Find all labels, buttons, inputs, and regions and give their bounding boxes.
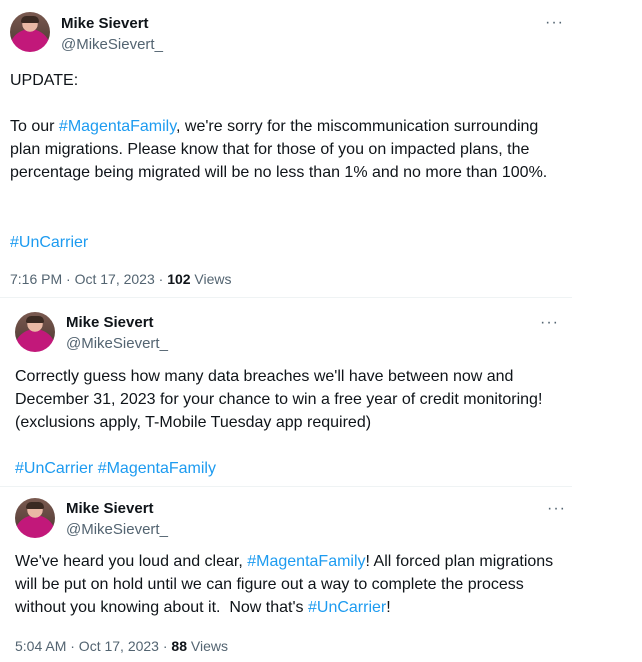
views-label: Views [190,271,232,287]
tweet-hashtags [15,457,216,480]
author-name[interactable]: Mike Sievert [61,15,149,32]
tweet-3[interactable] [0,488,572,662]
avatar[interactable] [15,312,55,352]
more-options-icon[interactable]: ··· [545,14,564,31]
timestamp-text[interactable]: 5:04 AM · Oct 17, 2023 · [15,638,172,654]
author-handle[interactable]: @MikeSievert_ [61,36,163,53]
author-handle[interactable]: @MikeSievert_ [66,521,168,538]
hashtag-magentafamily[interactable]: #MagentaFamily [58,118,177,135]
body-text: We've heard you loud and clear, [15,553,248,570]
views-count: 88 [171,638,187,654]
hashtag-uncarrier[interactable]: #UnCarrier [15,460,94,477]
hashtag-uncarrier[interactable]: #UnCarrier [308,599,387,616]
hashtag-uncarrier-link[interactable]: #UnCarrier [10,234,89,251]
more-options-icon[interactable]: ··· [540,314,559,331]
body-text: ! All forced plan migrations will be put on hold until we can figure out a way to complete the process without you knowing about it. Now that's [15,553,558,616]
body-text: To our [10,118,59,135]
body-text: , we're sorry for the miscommunication surrounding plan migrations. Please know that for those of you on impacted plans, the percentage being migrated will be no less than 1% and no more than 100%. [10,118,548,181]
tweet-body: Correctly guess how many data breaches we'll have between now and December 31, 2023 for your chance to win a free year of credit monitoring! (exclusions apply, T-Mobile Tuesday app required) [15,368,547,431]
avatar[interactable] [10,12,50,52]
tweet-2[interactable] [0,300,572,485]
views-count: 102 [167,271,191,287]
author-handle[interactable]: @MikeSievert_ [66,335,168,352]
tweet-timestamp[interactable] [10,270,232,288]
tweet-heading: UPDATE: [10,72,79,89]
tweet-timestamp[interactable] [15,637,228,655]
timestamp-text[interactable]: 7:16 PM · Oct 17, 2023 · [10,271,168,287]
author-name[interactable]: Mike Sievert [66,500,154,517]
views-label: Views [187,638,228,654]
hashtag-magentafamily[interactable]: #MagentaFamily [97,460,216,477]
divider [0,486,572,487]
author-name[interactable]: Mike Sievert [66,314,154,331]
tweet-body [15,550,560,619]
tweet-1[interactable] [0,0,572,300]
body-text: ! [386,599,391,616]
divider [0,297,572,298]
more-options-icon[interactable]: ··· [547,500,566,517]
tweet-body [10,115,550,184]
hashtag-uncarrier [10,231,88,254]
hashtag-magentafamily[interactable]: #MagentaFamily [247,553,366,570]
avatar[interactable] [15,498,55,538]
